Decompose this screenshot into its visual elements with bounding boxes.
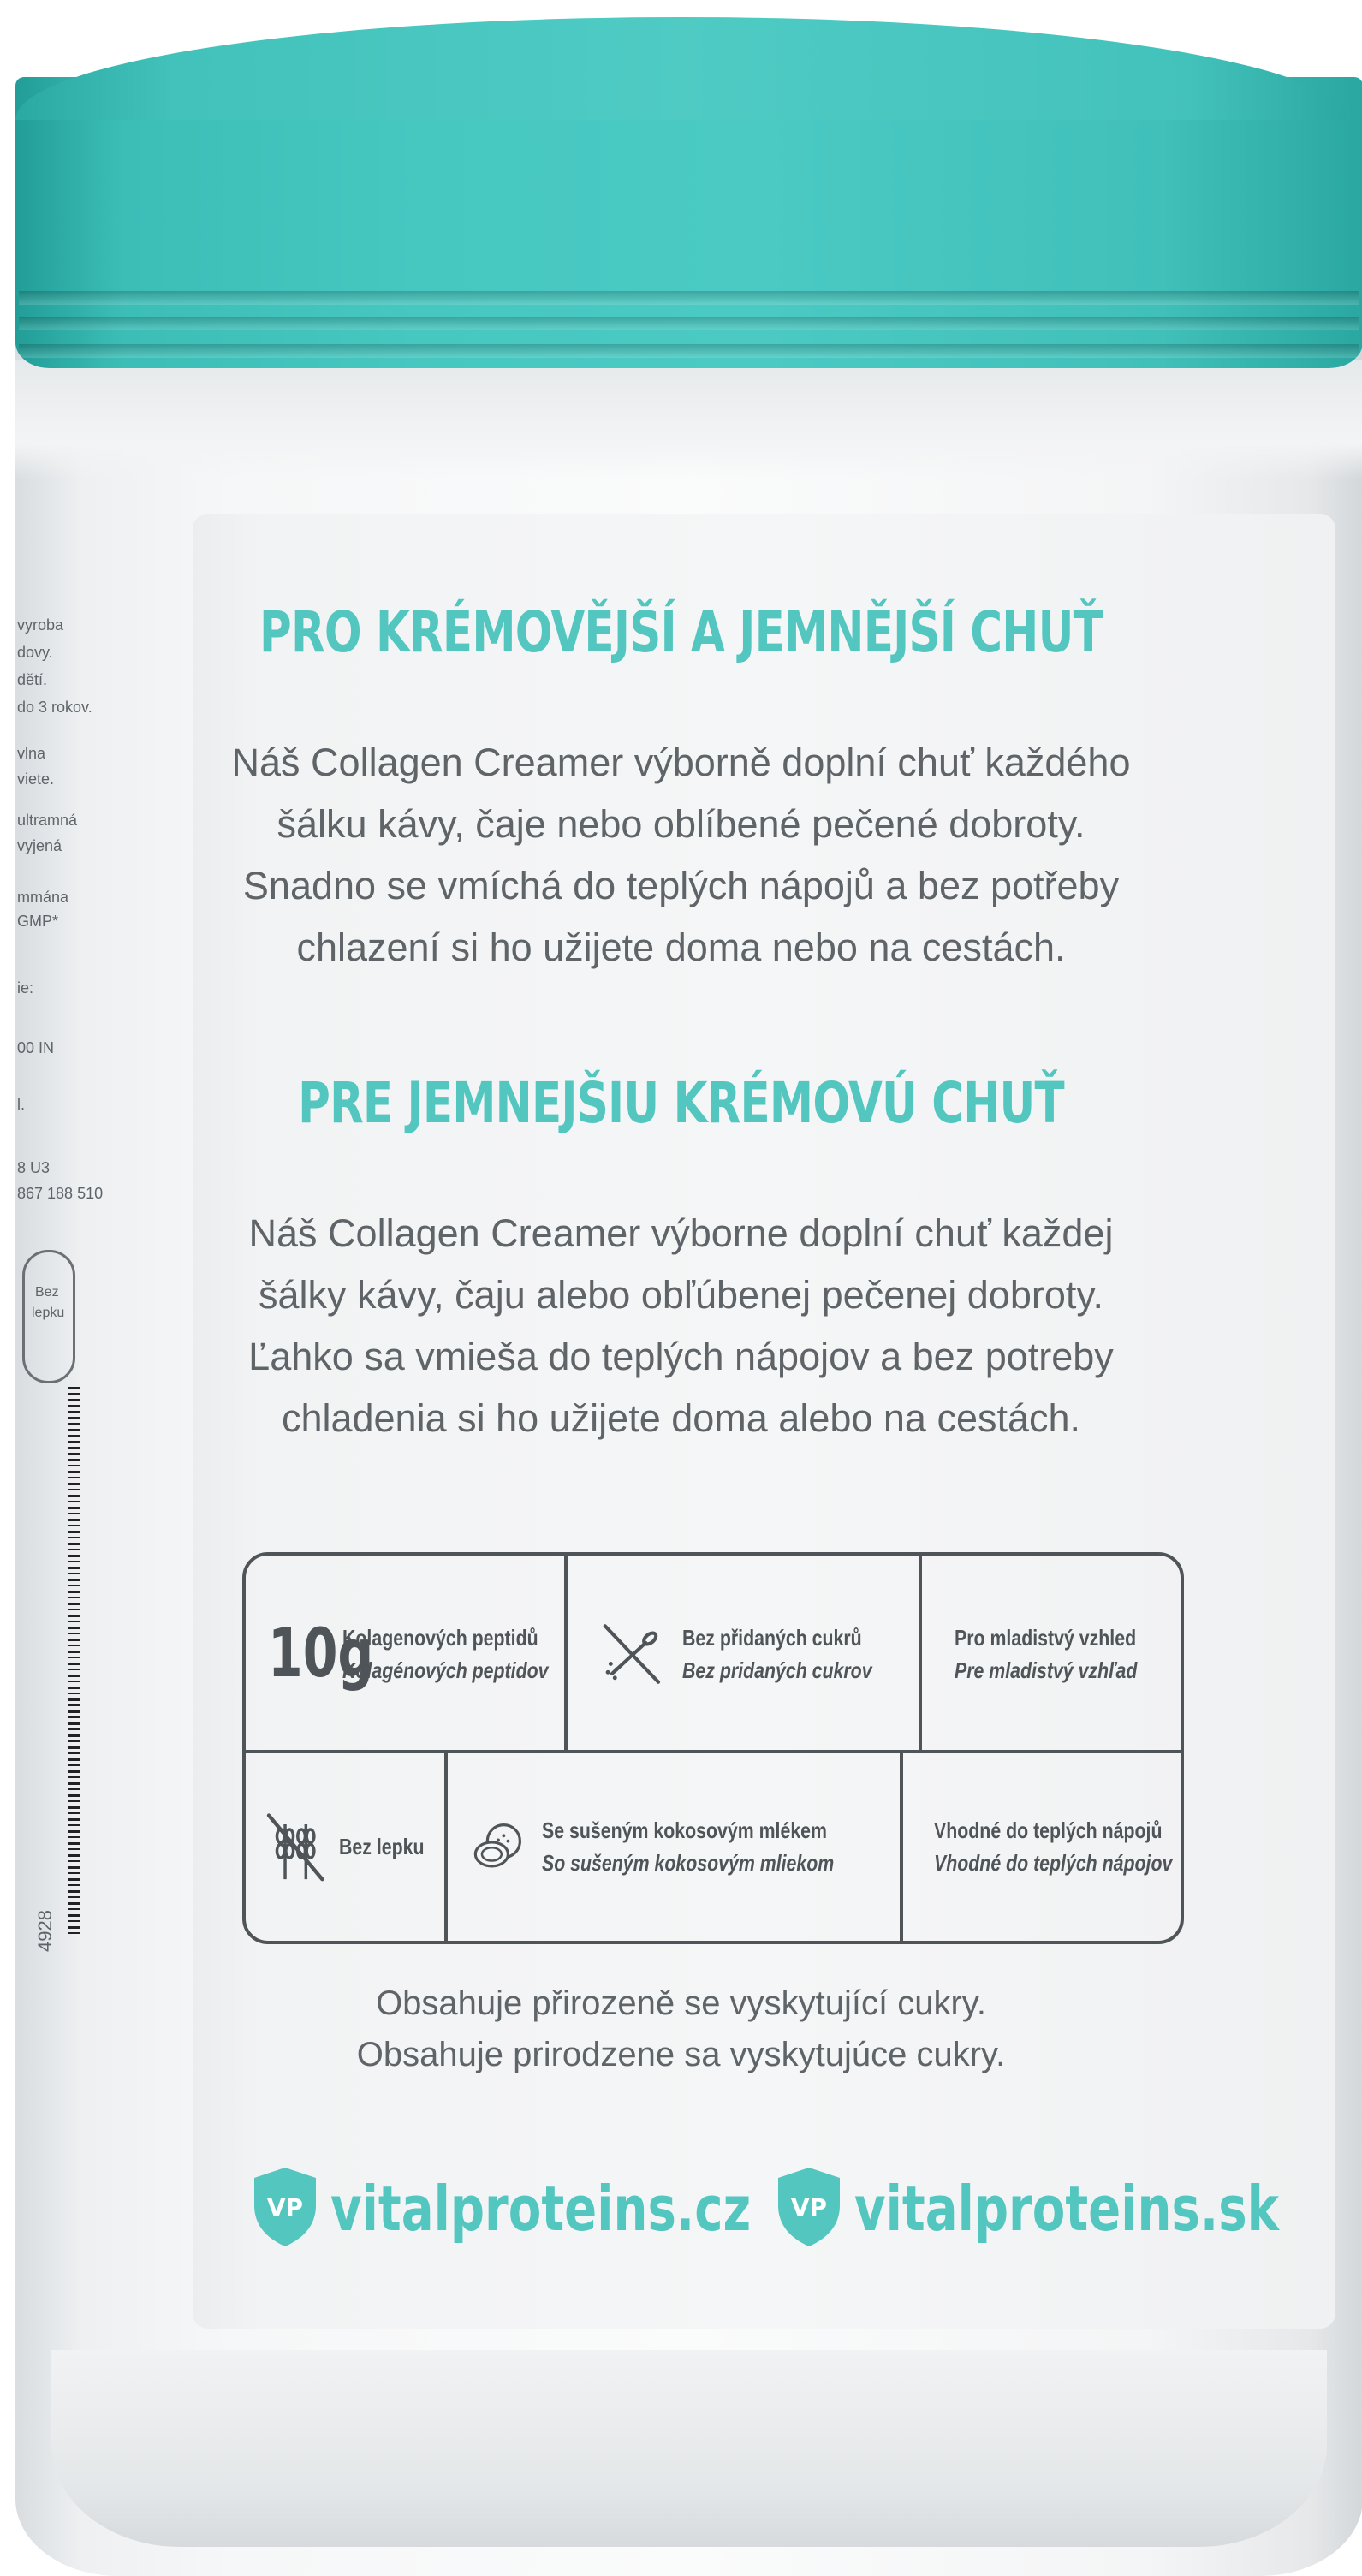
feature-label-sk: Kolagénových peptidov: [342, 1657, 549, 1683]
side-text: lepku: [32, 1306, 65, 1320]
feature-gluten: [263, 1782, 443, 1911]
feature-label-sk: Pre mladistvý vzhľad: [955, 1657, 1138, 1683]
feature-label-cz: Se sušeným kokosovým mlékem: [541, 1817, 827, 1843]
paragraph-line: Snadno se vmíchá do teplých nápojů a bez potřeby: [242, 864, 1120, 907]
side-text: ie:: [17, 979, 34, 996]
paragraph-line: šálky kávy, čaju alebo obľúbenej pečenej dobroty.: [258, 1273, 1104, 1317]
side-text: 00 IN: [17, 1039, 55, 1056]
side-text: l.: [17, 1096, 25, 1113]
feature-grid: [242, 1552, 1184, 1944]
paragraph-line: Ľahko sa vmieša do teplých nápojov a bez potreby: [248, 1335, 1114, 1378]
side-text: vlna: [17, 745, 46, 762]
heading-sk: PRE JEMNEJŠIU KRÉMOVÚ CHUŤ: [298, 1070, 1064, 1136]
paragraph-line: Náš Collagen Creamer výborně doplní chuť každého: [231, 741, 1131, 784]
paragraph-line: chlazení si ho užijete doma nebo na cestách.: [296, 925, 1066, 969]
grid-divider: [919, 1556, 922, 1750]
paragraph-line: chladenia si ho užijete doma alebo na cestách.: [281, 1396, 1081, 1440]
paragraph-line: šálku kávy, čaje nebo oblíbené pečené dobroty.: [277, 802, 1085, 846]
feature-no-sugar: [597, 1590, 913, 1718]
feature-label: [955, 1621, 1137, 1687]
side-text: 867 188 510: [17, 1185, 104, 1202]
heading-cz: PRO KRÉMOVĚJŠÍ A JEMNĚJŠÍ CHUŤ: [259, 599, 1103, 665]
svg-text:VP: VP: [266, 2193, 304, 2222]
feature-label-cz: Kolagenových peptidů: [342, 1625, 538, 1651]
feature-label: [682, 1621, 872, 1687]
wheat-icon: [263, 1804, 327, 1889]
lid-ridge: [19, 291, 1359, 305]
side-text: do 3 rokov.: [17, 699, 92, 716]
paragraph-line: Náš Collagen Creamer výborne doplní chuť každej: [248, 1211, 1114, 1255]
grid-divider: [444, 1750, 448, 1941]
jar-bottom: [51, 2350, 1327, 2547]
peptide-amount: 10g: [268, 1615, 374, 1693]
sugar-note: [0, 1978, 1362, 2080]
coconut-icon: [470, 1804, 530, 1889]
lid-ridge: [19, 317, 1359, 330]
feature-label: [542, 1814, 834, 1879]
jar-shoulder: [15, 360, 1362, 479]
grid-divider: [246, 1750, 1181, 1753]
paragraph-cz: [0, 732, 1362, 979]
barcode-number: 4928: [34, 1910, 56, 1952]
feature-label-sk: Vhodné do teplých nápojov: [934, 1850, 1173, 1876]
side-text: GMP*: [17, 913, 59, 930]
feature-label-sk: Bez pridaných cukrov: [681, 1657, 872, 1683]
url-cz[interactable]: vitalproteins.cz: [330, 2173, 752, 2245]
feature-label: [342, 1621, 548, 1687]
side-text: 8 U3: [17, 1159, 51, 1176]
vp-shield-logo-icon: [775, 2166, 843, 2248]
side-text: vyroba: [17, 616, 64, 634]
sugar-note-cz: Obsahuje přirozeně se vyskytující cukry.: [376, 1984, 986, 2022]
svg-text:VP: VP: [790, 2193, 828, 2222]
side-text: viete.: [17, 770, 55, 788]
sugar-note-sk: Obsahuje prirodzene sa vyskytujúce cukry.: [356, 2036, 1006, 2073]
feature-label-cz: Vhodné do teplých nápojů: [934, 1817, 1163, 1843]
side-text: Bez: [35, 1285, 59, 1300]
barcode: [68, 1387, 80, 1935]
side-text: mmána: [17, 889, 69, 906]
lid-ridge: [19, 344, 1359, 358]
jar-lid-top: [15, 17, 1347, 120]
grid-divider: [564, 1556, 568, 1750]
feature-warm-drinks: [927, 1782, 1181, 1911]
paragraph-sk: [0, 1203, 1362, 1449]
feature-label-cz: Bez přidaných cukrů: [681, 1625, 862, 1651]
feature-peptides: [268, 1590, 559, 1718]
side-text: vyjená: [17, 837, 62, 854]
side-text: dovy.: [17, 644, 53, 661]
grid-divider: [900, 1750, 903, 1941]
feature-label: [934, 1814, 1172, 1879]
feature-label-cz: Pro mladistvý vzhled: [955, 1625, 1137, 1651]
feature-label-cz: Bez lepku: [338, 1834, 425, 1859]
vp-shield-logo-icon: [251, 2166, 319, 2248]
feature-label-sk: So sušeným kokosovým mliekom: [541, 1850, 835, 1876]
side-text: dětí.: [17, 671, 48, 688]
feature-youthful: [946, 1590, 1177, 1718]
coffee-spoon-crossed-icon: [597, 1611, 667, 1697]
url-sk[interactable]: vitalproteins.sk: [854, 2173, 1280, 2245]
side-text: ultramná: [17, 812, 78, 829]
feature-coconut: [470, 1782, 898, 1911]
